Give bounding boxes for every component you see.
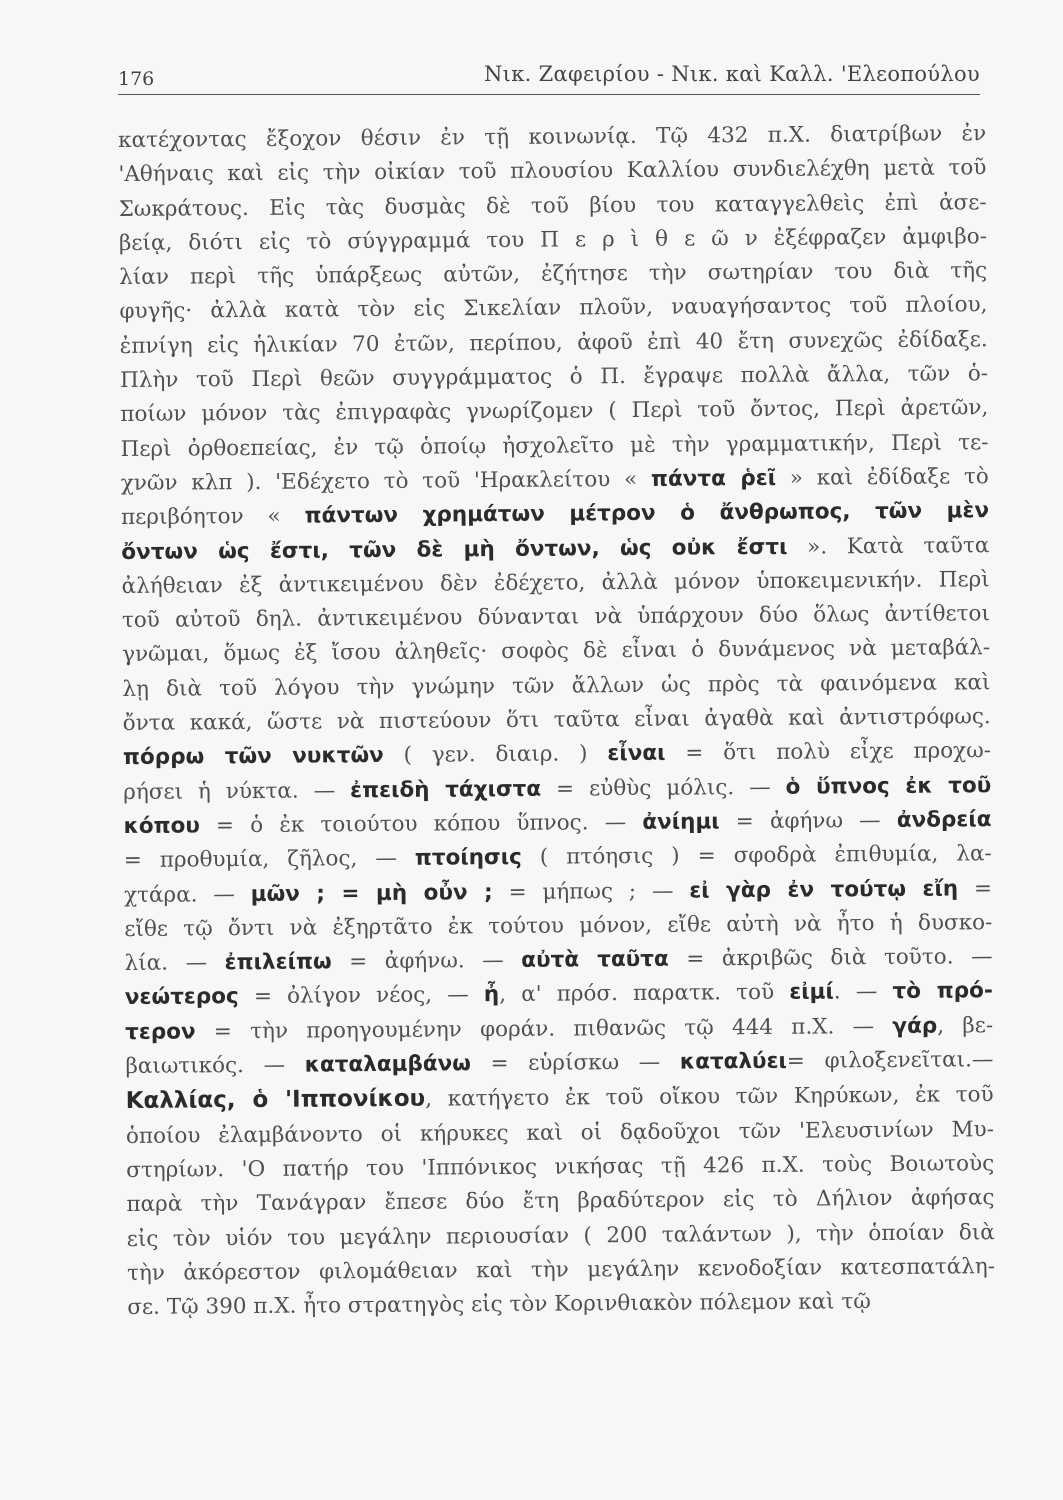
- bold-term: εἰ γὰρ ἐν τούτῳ εἴη: [689, 875, 959, 904]
- bold-term: μῶν ; = μὴ οὖν ;: [250, 879, 493, 907]
- text-run: τοῦ αὐτοῦ δηλ. ἀντικειμένου δύνανται νὰ ὑπάρχουν δύο ὅλως ἀντίθετοι: [121, 601, 990, 634]
- text-run: , κατήγετο ἐκ τοῦ οἴκου τῶν Κηρύκων, ἐκ τοῦ: [425, 1082, 994, 1112]
- text-run: = ἀφήνω. —: [331, 947, 522, 975]
- text-run: = ὀλίγον νέος, —: [238, 982, 484, 1010]
- bold-term: εἰμί: [789, 979, 834, 1006]
- text-run: , βε-: [937, 1012, 994, 1039]
- text-run: φυγῆς· ἀλλὰ κατὰ τὸν εἰς Σικελίαν πλοῦν, ναυαγήσαντος τοῦ πλοίου,: [119, 292, 988, 325]
- text-run: . —: [833, 979, 893, 1005]
- text-run: ( πτόησις ) = σφοδρὰ ἐπιθυμία, λα-: [521, 841, 992, 871]
- text-run: Σωκράτους. Εἰς τὰς δυσμὰς δὲ τοῦ βίου του καταγγελθεὶς ἐπὶ ἀσε-: [118, 189, 987, 222]
- text-run: βαιωτικός. —: [125, 1052, 305, 1079]
- text-run: = ἀκριβῶς διὰ τοῦτο. —: [668, 944, 993, 972]
- bold-term: ἐπιλείπω: [224, 949, 332, 976]
- text-run: =: [958, 875, 993, 901]
- body-text: [118, 117, 995, 1325]
- bold-term: ὁ ὕπνος ἐκ τοῦ: [785, 772, 992, 800]
- text-run: ὄντα κακά, ὥστε νὰ πιστεύουν ὅτι ταῦτα εἶναι ἀγαθὰ καὶ ἀντιστρόφως.: [122, 704, 991, 737]
- text-run: ( γεν. διαιρ. ): [383, 741, 608, 769]
- text-run: λῃ διὰ τοῦ λόγου τὴν γνώμην τῶν ἄλλων ὡς πρὸς τὰ φαινόμενα καὶ: [122, 669, 991, 702]
- page-number: 176: [118, 68, 155, 90]
- bold-term: καταλύει: [679, 1048, 787, 1075]
- text-run: στηρίων. 'Ο πατήρ του 'Ιππόνικος νικήσας τῇ 426 π.Χ. τοὺς Βοιωτοὺς: [126, 1151, 995, 1183]
- bold-term: κόπου: [123, 813, 200, 839]
- text-run: » καὶ ἐδίδαξε τὸ: [775, 464, 989, 491]
- text-run: ἀλήθειαν ἐξ ἀντικειμένου δὲν ἐδέχετο, ἀλλὰ μόνον ὑποκειμενικήν. Περὶ: [121, 567, 990, 599]
- bold-term: ἐπειδὴ τάχιστα: [350, 776, 542, 803]
- text-run: κατέχοντας ἔξοχον θέσιν ἐν τῇ κοινωνίᾳ. Τῷ 432 π.Χ. διατρίβων ἐν: [118, 121, 987, 153]
- text-run: εἴθε τῷ ὄντι νὰ ἐξηρτᾶτο ἐκ τούτου μόνον, εἴθε αὐτὴ νὰ ἦτο ἡ δυσκο-: [124, 909, 993, 942]
- bold-term: εἶναι: [607, 741, 666, 767]
- text-run: εἰς τὸν υἱόν του μεγάλην περιουσίαν ( 200 ταλάντων ), τὴν ὁποίαν διὰ: [126, 1219, 995, 1252]
- text-run: ρήσει ἡ νύκτα. —: [123, 777, 351, 805]
- text-run: χνῶν κλπ ). 'Εδέχετο τὸ τοῦ 'Ηρακλείτου «: [120, 466, 652, 496]
- text-run: ποίων μόνον τὰς ἐπιγραφὰς γνωρίζομεν ( Περὶ τοῦ ὄντος, Περὶ ἀρετῶν,: [120, 395, 989, 428]
- text-run: ὁποίου ἐλαμβάνοντο οἱ κήρυκες καὶ οἱ δᾳδοῦχοι τῶν 'Ελευσινίων Μυ-: [125, 1116, 995, 1149]
- page-header: [118, 60, 980, 95]
- text-run: = τὴν προηγουμένην φοράν. πιθανῶς τῷ 444 π.Χ. —: [195, 1013, 893, 1045]
- text-run: Περὶ ὀρθοεπείας, ἐν τῷ ὁποίῳ ἠσχολεῖτο μὲ τὴν γραμματικήν, Περὶ τε-: [120, 429, 989, 462]
- bold-term: τερον: [125, 1019, 196, 1045]
- text-run: παρὰ τὴν Τανάγραν ἔπεσε δύο ἔτη βραδύτερον εἰς τὸ Δήλιον ἀφήσας: [126, 1185, 995, 1218]
- text-run: = ὁ ἐκ τοιούτου κόπου ὕπνος. —: [199, 809, 643, 839]
- bold-term: ὄντων ὡς ἔστι, τῶν δὲ μὴ ὄντων, ὡς οὐκ ἔστι: [121, 534, 788, 565]
- bold-term: πτοίησις: [414, 845, 522, 871]
- text-run: βείᾳ, διότι εἰς τὸ σύγγραμμά του Π ε ρ ὶ θ ε ῶ ν ἐξέφραζεν ἀμφιβο-: [118, 224, 988, 256]
- text-line: [127, 1284, 995, 1325]
- text-run: = μήπως ; —: [492, 878, 690, 905]
- running-head: Νικ. Ζαφειρίου - Νικ. καὶ Καλλ. 'Ελεοπούλου: [483, 62, 980, 86]
- text-run: χτάρα. —: [123, 881, 251, 908]
- text-run: 'Αθήναις καὶ εἰς τὴν οἰκίαν τοῦ πλουσίου Καλλίου συνδιελέχθη μετὰ τοῦ: [118, 155, 987, 188]
- text-run: = φιλοξενεῖται.—: [786, 1047, 994, 1074]
- text-run: , α' πρόσ. παρατκ. τοῦ: [499, 980, 790, 1008]
- text-run: = ὅτι πολὺ εἶχε προχω-: [665, 738, 992, 767]
- text-run: σε. Τῷ 390 π.Χ. ἦτο στρατηγὸς εἰς τὸν Κορινθιακὸν πόλεμον καὶ τῷ: [127, 1289, 871, 1321]
- bold-term: πόρρω τῶν νυκτῶν: [122, 743, 384, 771]
- bold-term: ἦ: [483, 982, 500, 1008]
- bold-term: πάντα ῥεῖ: [650, 465, 777, 492]
- bold-term: πάντων χρημάτων μέτρον ὁ ἄνθρωπος, τῶν μὲν: [304, 498, 990, 529]
- text-run: λίαν περὶ τῆς ὑπάρξεως αὐτῶν, ἐζήτησε τὴν σωτηρίαν του διὰ τῆς: [119, 258, 988, 291]
- text-run: = εὑρίσκω —: [470, 1049, 680, 1077]
- text-run: τὴν ἀκόρεστον φιλομάθειαν καὶ τὴν μεγάλην κενοδοξίαν κατεσπατάλη-: [126, 1253, 996, 1286]
- bold-term: Καλλίας, ὁ 'Ιππονίκου: [125, 1085, 426, 1115]
- text-run: = ἀφήνω —: [719, 807, 897, 835]
- text-run: = προθυμία, ζῆλος, —: [123, 845, 415, 874]
- bold-term: τὸ πρό-: [892, 978, 993, 1005]
- text-run: = εὐθὺς μόλις. —: [541, 774, 786, 802]
- text-run: Πλὴν τοῦ Περὶ θεῶν συγγράμματος ὁ Π. ἔγραψε πολλὰ ἄλλα, τῶν ὁ-: [119, 361, 989, 394]
- bold-term: νεώτερος: [124, 984, 239, 1011]
- text-run: λία. —: [124, 950, 225, 977]
- bold-term: αὐτὰ ταῦτα: [521, 946, 669, 973]
- text-run: ἐπνίγη εἰς ἡλικίαν 70 ἐτῶν, περίπου, ἀφοῦ ἐπὶ 40 ἔτη συνεχῶς ἐδίδαξε.: [119, 326, 988, 359]
- bold-term: γάρ: [892, 1013, 938, 1039]
- text-run: ». Κατὰ ταῦτα: [787, 532, 990, 560]
- text-run: γνῶμαι, ὅμως ἐξ ἴσου ἀληθεῖς· σοφὸς δὲ εἶναι ὁ δυνάμενος νὰ μεταβάλ-: [122, 635, 991, 668]
- bold-term: ἀνίημι: [642, 809, 720, 835]
- text-run: περιβόητον «: [120, 503, 305, 531]
- bold-term: ἀνδρεία: [896, 807, 992, 833]
- bold-term: καταλαμβάνω: [304, 1051, 471, 1078]
